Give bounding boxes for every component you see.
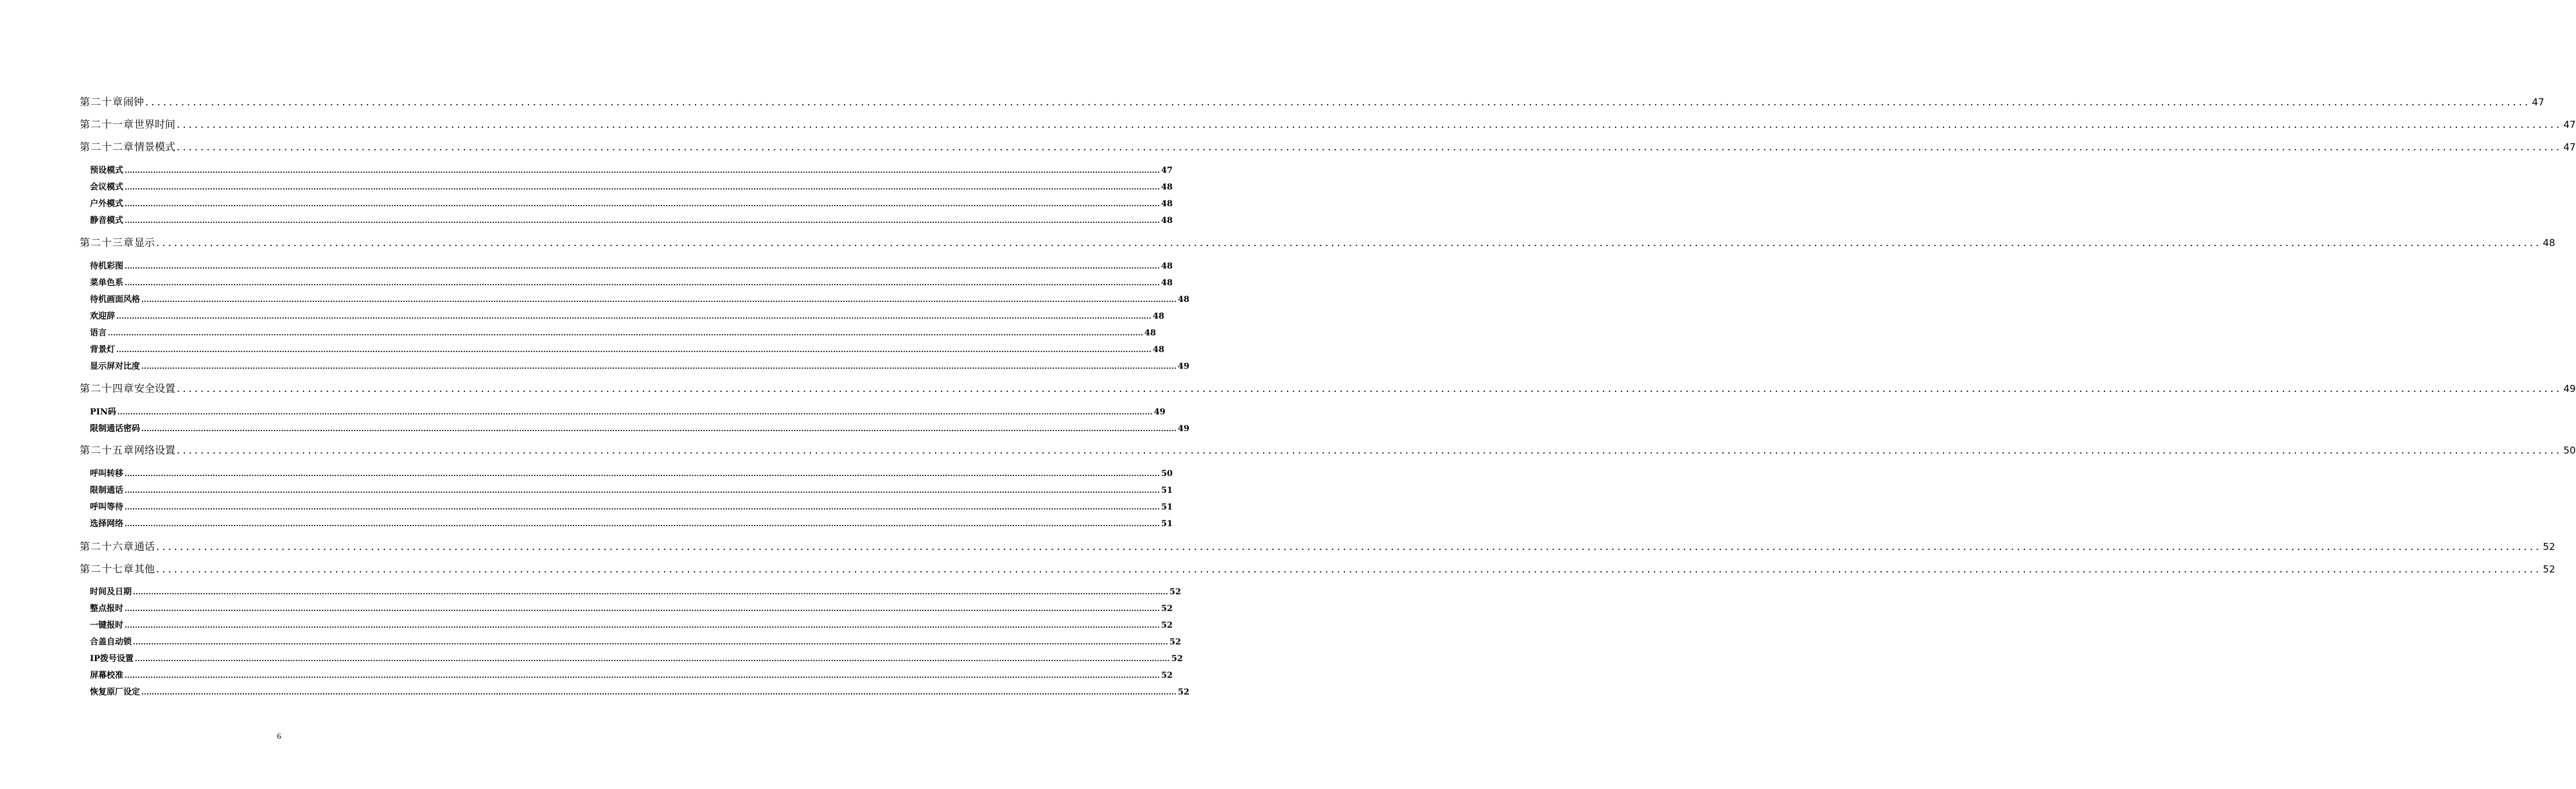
- toc-page-number: 51: [1161, 519, 1173, 529]
- section-title: 呼叫等待: [90, 502, 124, 512]
- dot-leader: ................................................................................................................................................................................................................................................................................................................................................................................................................: [156, 236, 2542, 249]
- toc-chapter-entry: [80, 235, 2555, 249]
- dot-leader: ................................................................................................................................................................................................................................................................................................................................................................................................................: [133, 588, 1168, 596]
- dot-leader: ................................................................................................................................................................................................................................................................................................................................................................................................................: [177, 141, 2563, 153]
- dot-leader: ................................................................................................................................................................................................................................................................................................................................................................................................................: [125, 183, 1160, 191]
- toc-page-number: 47: [2563, 119, 2576, 130]
- toc-section-entry: [90, 601, 1173, 614]
- toc-page-number: 49: [1153, 407, 1166, 417]
- toc-chapter-entry: [80, 538, 2555, 553]
- section-title: 一键报时: [90, 621, 124, 630]
- section-title: 恢复原厂设定: [90, 687, 141, 697]
- toc-section-entry: [90, 309, 1164, 321]
- section-title: PIN码: [90, 407, 116, 417]
- toc-section-entry: [90, 466, 1173, 479]
- toc-page-number: 50: [1161, 469, 1173, 479]
- chapter-number: 第二十六章: [80, 540, 135, 553]
- section-title: 选择网络: [90, 519, 124, 529]
- toc-page-number: 48: [1161, 216, 1173, 226]
- toc-page-number: 52: [1169, 587, 1181, 597]
- chapter-title: 显示: [134, 236, 155, 249]
- chapter-title: 其他: [134, 563, 155, 575]
- toc-page-number: 52: [1169, 637, 1181, 647]
- dot-leader: ................................................................................................................................................................................................................................................................................................................................................................................................................: [125, 470, 1160, 478]
- toc-page-number: 49: [1177, 424, 1189, 434]
- toc-section-entry: [90, 483, 1173, 495]
- toc-section-entry: [90, 197, 1173, 209]
- toc-page-number: 49: [2563, 383, 2576, 394]
- toc-section-entry: [90, 500, 1173, 512]
- dot-leader: ................................................................................................................................................................................................................................................................................................................................................................................................................: [116, 346, 1152, 354]
- section-title: 时间及日期: [90, 587, 132, 597]
- dot-leader: ................................................................................................................................................................................................................................................................................................................................................................................................................: [134, 655, 1170, 663]
- dot-leader: ................................................................................................................................................................................................................................................................................................................................................................................................................: [156, 563, 2542, 575]
- toc-chapter-entry: [80, 94, 2545, 108]
- dot-leader: ................................................................................................................................................................................................................................................................................................................................................................................................................: [116, 312, 1152, 321]
- toc-section-entry: [90, 635, 1181, 647]
- dot-leader: ................................................................................................................................................................................................................................................................................................................................................................................................................: [117, 408, 1153, 416]
- section-title: 预设模式: [90, 166, 124, 175]
- toc-page-number: 52: [1161, 621, 1173, 630]
- toc-page-number: 52: [1177, 687, 1189, 697]
- section-title: 限制通话密码: [90, 424, 141, 434]
- section-title: 呼叫转移: [90, 469, 124, 479]
- section-title: 背景灯: [90, 345, 116, 355]
- dot-leader: ................................................................................................................................................................................................................................................................................................................................................................................................................: [125, 503, 1160, 511]
- chapter-number: 第二十一章: [80, 118, 135, 130]
- toc-section-entry: [90, 180, 1173, 192]
- dot-leader: ................................................................................................................................................................................................................................................................................................................................................................................................................: [125, 605, 1160, 613]
- toc-page-number: 52: [1161, 671, 1173, 680]
- chapter-title: 情景模式: [134, 141, 176, 153]
- chapter-number: 第二十七章: [80, 563, 135, 575]
- section-title: 静音模式: [90, 216, 124, 226]
- dot-leader: ................................................................................................................................................................................................................................................................................................................................................................................................................: [125, 520, 1160, 528]
- dot-leader: ................................................................................................................................................................................................................................................................................................................................................................................................................: [125, 486, 1160, 495]
- chapter-number: 第二十五章: [80, 444, 135, 456]
- toc-section-entry: [90, 326, 1156, 338]
- toc-section-entry: [90, 405, 1166, 417]
- dot-leader: ................................................................................................................................................................................................................................................................................................................................................................................................................: [145, 96, 2531, 108]
- toc-page-number: 51: [1161, 486, 1173, 495]
- dot-leader: ................................................................................................................................................................................................................................................................................................................................................................................................................: [141, 362, 1177, 371]
- toc-page-number: 47: [1161, 166, 1173, 175]
- toc-section-entry: [90, 685, 1189, 697]
- toc-page-number: 52: [2543, 563, 2555, 575]
- toc-section-entry: [90, 585, 1181, 597]
- chapter-title: 闹钟: [123, 96, 145, 108]
- section-title: 限制通话: [90, 486, 124, 495]
- dot-leader: ................................................................................................................................................................................................................................................................................................................................................................................................................: [156, 540, 2542, 553]
- dot-leader: ................................................................................................................................................................................................................................................................................................................................................................................................................: [177, 382, 2563, 394]
- toc-section-entry: [90, 342, 1164, 355]
- dot-leader: ................................................................................................................................................................................................................................................................................................................................................................................................................: [133, 638, 1168, 646]
- chapter-title: 网络设置: [134, 444, 176, 456]
- chapter-title: 安全设置: [134, 382, 176, 394]
- toc-section-entry: [90, 517, 1173, 529]
- toc-section-entry: [90, 359, 1189, 371]
- toc-page-number: 48: [1161, 278, 1173, 288]
- toc-page-number: 51: [1161, 502, 1173, 512]
- dot-leader: ................................................................................................................................................................................................................................................................................................................................................................................................................: [141, 688, 1177, 696]
- chapter-number: 第二十四章: [80, 382, 135, 394]
- toc-section-entry: [90, 259, 1173, 271]
- toc-section-entry: [90, 276, 1173, 288]
- toc-chapter-entry: [80, 380, 2576, 394]
- chapter-title: 世界时间: [134, 118, 176, 130]
- dot-leader: ................................................................................................................................................................................................................................................................................................................................................................................................................: [177, 118, 2563, 130]
- chapter-number: 第二十二章: [80, 141, 135, 153]
- dot-leader: ................................................................................................................................................................................................................................................................................................................................................................................................................: [108, 329, 1143, 337]
- toc-section-entry: [90, 163, 1173, 175]
- toc-page-number: 48: [1161, 199, 1173, 209]
- toc-section-entry: [90, 668, 1173, 680]
- toc-page-number: 47: [2563, 141, 2576, 153]
- toc-page-number: 48: [2543, 237, 2555, 249]
- section-title: IP拨号设置: [90, 654, 134, 664]
- toc-page-number: 48: [1177, 295, 1189, 305]
- dot-leader: ................................................................................................................................................................................................................................................................................................................................................................................................................: [125, 671, 1160, 680]
- section-title: 屏幕校准: [90, 671, 124, 680]
- dot-leader: ................................................................................................................................................................................................................................................................................................................................................................................................................: [125, 166, 1160, 175]
- toc-page-number: 48: [1161, 182, 1173, 192]
- toc-page-number: 48: [1144, 328, 1156, 338]
- toc-page-number: 48: [1152, 345, 1164, 355]
- toc-chapter-entry: [80, 561, 2555, 575]
- toc-page-number: 48: [1161, 262, 1173, 271]
- dot-leader: ................................................................................................................................................................................................................................................................................................................................................................................................................: [177, 444, 2563, 456]
- section-title: 显示屏对比度: [90, 362, 141, 371]
- toc-section-entry: [90, 421, 1189, 434]
- section-title: 整点报时: [90, 604, 124, 614]
- toc-page-number: 52: [2543, 541, 2555, 553]
- chapter-title: 通话: [134, 540, 155, 553]
- section-title: 菜单色系: [90, 278, 124, 288]
- dot-leader: ................................................................................................................................................................................................................................................................................................................................................................................................................: [125, 200, 1160, 208]
- toc-section-entry: [90, 618, 1173, 630]
- section-title: 待机画面风格: [90, 295, 141, 305]
- toc-page-number: 52: [1171, 654, 1183, 664]
- toc-chapter-entry: [80, 116, 2576, 130]
- section-title: 欢迎辞: [90, 312, 116, 321]
- chapter-number: 第二十章: [80, 96, 124, 108]
- dot-leader: ................................................................................................................................................................................................................................................................................................................................................................................................................: [125, 621, 1160, 630]
- section-title: 语言: [90, 328, 107, 338]
- section-title: 会议模式: [90, 182, 124, 192]
- dot-leader: ................................................................................................................................................................................................................................................................................................................................................................................................................: [141, 296, 1177, 304]
- toc-section-entry: [90, 292, 1189, 305]
- dot-leader: ................................................................................................................................................................................................................................................................................................................................................................................................................: [125, 262, 1160, 270]
- toc-chapter-entry: [80, 442, 2576, 456]
- section-title: 合盖自动锁: [90, 637, 132, 647]
- dot-leader: ................................................................................................................................................................................................................................................................................................................................................................................................................: [125, 279, 1160, 287]
- toc-page-number: 49: [1177, 362, 1189, 371]
- dot-leader: ................................................................................................................................................................................................................................................................................................................................................................................................................: [125, 217, 1160, 225]
- page-number: 6: [277, 731, 281, 741]
- chapter-number: 第二十三章: [80, 236, 135, 249]
- dot-leader: ................................................................................................................................................................................................................................................................................................................................................................................................................: [141, 425, 1177, 433]
- toc-section-entry: [90, 652, 1183, 664]
- section-title: 户外模式: [90, 199, 124, 209]
- toc-page-number: 50: [2563, 445, 2576, 456]
- toc-page-number: 52: [1161, 604, 1173, 614]
- toc-chapter-entry: [80, 139, 2576, 153]
- section-title: 待机彩图: [90, 262, 124, 271]
- toc-page-number: 48: [1152, 312, 1164, 321]
- toc-page-number: 47: [2532, 96, 2545, 108]
- toc-section-entry: [90, 213, 1173, 226]
